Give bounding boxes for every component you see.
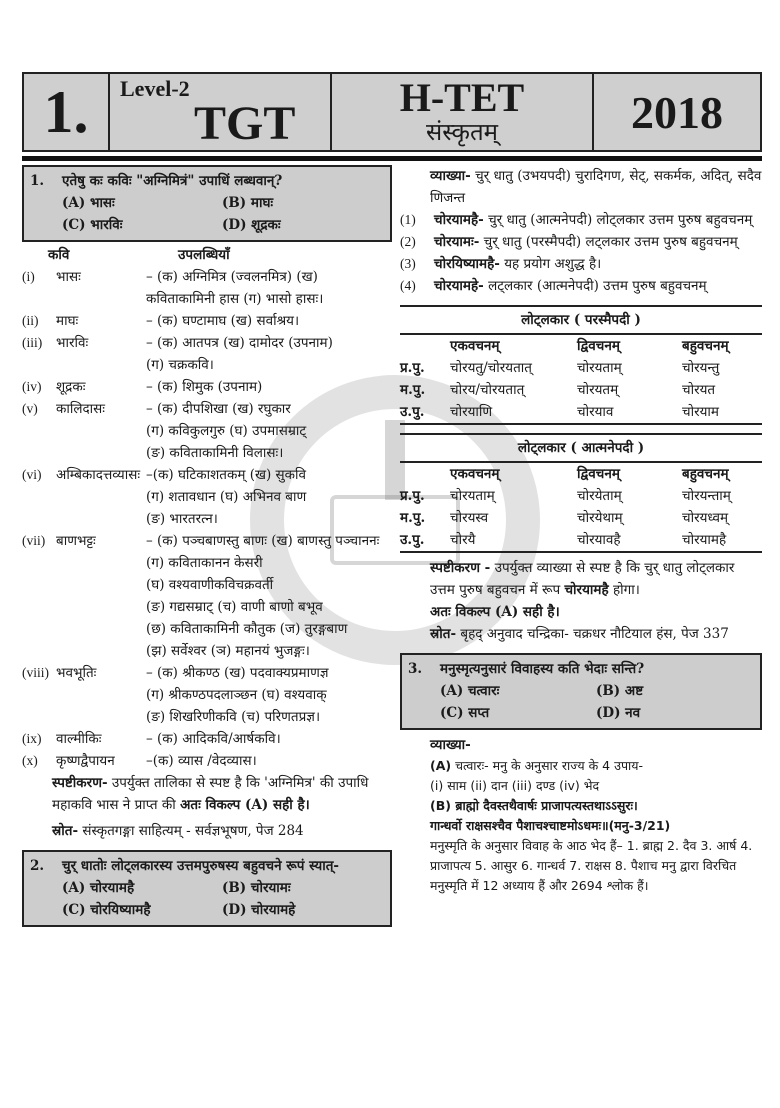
upalabdhi-text: कविताकामिनी हास (ग) भासो हासः। bbox=[146, 291, 324, 307]
table-cell: चोरयन्ताम् bbox=[682, 488, 731, 504]
option-b: (B) चोरयामः bbox=[222, 880, 291, 896]
explanation-points bbox=[400, 209, 762, 297]
row-index: (v) bbox=[22, 401, 38, 416]
upaya-list: (i) साम (ii) दान (iii) दण्ड (iv) भेद bbox=[430, 778, 600, 793]
table-row bbox=[400, 357, 762, 379]
col-upalabdhi: उपलब्धियाँ bbox=[178, 247, 230, 263]
kavi-name: बाणभट्टः bbox=[56, 533, 96, 549]
upalabdhi-text: (छ) कविताकामिनी कौतुक (ज) तुरङ्गबाण bbox=[146, 621, 348, 637]
option-d: (D) नव bbox=[596, 705, 641, 721]
table-cell: चोरयाणि bbox=[450, 404, 493, 420]
point-number: (1) bbox=[400, 212, 416, 227]
row-index: (vii) bbox=[22, 533, 46, 548]
upalabdhi-text: –(क) घटिकाशतकम् (ख) सुकवि bbox=[146, 467, 307, 483]
kavi-name: शूद्रकः bbox=[56, 379, 86, 395]
source-text: संस्कृतगङ्गा साहित्यम् - सर्वज्ञभूषण, पेज 284 bbox=[82, 823, 304, 839]
table-cell: चोरयेताम् bbox=[577, 488, 622, 504]
point-number: (2) bbox=[400, 234, 416, 249]
table-cell: चोरयत bbox=[682, 382, 716, 398]
exam-cell bbox=[332, 74, 594, 150]
answer-text: अतः विकल्प (A) सही है। bbox=[180, 797, 310, 813]
option-b-label: (B) bbox=[430, 798, 451, 813]
upalabdhi-text: – (क) शिमुक (उपनाम) bbox=[146, 379, 263, 395]
option-b: (B) अष्ट bbox=[596, 683, 644, 699]
table-row bbox=[400, 379, 762, 401]
column-header: द्विवचनम् bbox=[577, 466, 620, 482]
explanation-bold: चोरयामहै bbox=[564, 582, 609, 598]
table-cell: चोरयै bbox=[450, 532, 476, 548]
upalabdhi-text: (ग) कविकुलगुरु (घ) उपमासम्राट् bbox=[146, 423, 307, 439]
kavi-table bbox=[22, 266, 392, 772]
row-label: म.पु. bbox=[400, 382, 426, 398]
point-text: लट्लकार (आत्मनेपदी) उत्तम पुरुष बहुवचनम् bbox=[488, 278, 707, 294]
option-d: (D) चोरयामहे bbox=[222, 902, 296, 918]
table-header bbox=[22, 244, 392, 266]
upalabdhi-text: –(क) व्यास /वेदव्यास। bbox=[146, 753, 257, 769]
table-row bbox=[22, 266, 392, 288]
point-number: (3) bbox=[400, 256, 416, 271]
source-2 bbox=[400, 623, 762, 645]
question-number: 3. bbox=[408, 661, 423, 677]
option-a: (A) चोरयामहै bbox=[62, 880, 135, 896]
table-cell: चोरयध्वम् bbox=[682, 510, 729, 526]
table-row bbox=[22, 288, 392, 310]
table-head bbox=[400, 463, 762, 485]
table-cell: चोरय/चोरयतात् bbox=[450, 382, 525, 398]
options bbox=[30, 192, 382, 236]
point-text: चुर् धातु (आत्मनेपदी) लोट्लकार उत्तम पुरुष बहुवचनम् bbox=[488, 212, 753, 228]
point-text: यह प्रयोग अशुद्ध है। bbox=[504, 256, 602, 272]
option-a-text: चत्वारः- मनु के अनुसार राज्य के 4 उपाय- bbox=[455, 758, 644, 773]
table-row bbox=[22, 728, 392, 750]
row-index: (ix) bbox=[22, 731, 42, 746]
table-cell: चोरयताम् bbox=[450, 488, 495, 504]
explanation-label: स्पष्टीकरण- bbox=[52, 775, 108, 791]
question-text: एतेषु कः कविः "अग्निमित्रं" उपाधिं लब्धवान्? bbox=[62, 173, 283, 189]
table-cell: चोरयतु/चोरयतात् bbox=[450, 360, 532, 376]
option-b: (B) माघः bbox=[222, 195, 274, 211]
upalabdhi-text: (ङ) शिखरिणीकवि (च) परिणतप्रज्ञ। bbox=[146, 709, 321, 725]
verse-line-1: ब्राह्मो दैवस्तथैवार्षः प्राजापत्यस्तथाऽऽसुरः। bbox=[455, 798, 638, 813]
table-cell: चोरयाव bbox=[577, 404, 614, 420]
explanation-point bbox=[400, 253, 762, 275]
row-label: म.पु. bbox=[400, 510, 426, 526]
column-header: एकवचनम् bbox=[450, 338, 500, 354]
upalabdhi-text: – (क) अग्निमित्र (ज्वलनमित्र) (ख) bbox=[146, 269, 318, 285]
vivah-types: मनुस्मृति के अनुसार विवाह के आठ भेद हैं– 1. ब्राह्म 2. दैव 3. आर्ष 4. प्राजापत्य 5. आसुर 6. गान्धर्व 7. राक्षस 8. पैशाच मनु द्वारा विरचित मनुस्मृति में 12 अध्याय हैं और 2694 श्लोक हैं। bbox=[430, 838, 753, 893]
column-header: बहुवचनम् bbox=[682, 338, 729, 354]
question-number: 2. bbox=[30, 858, 45, 874]
answer-2: अतः विकल्प (A) सही है। bbox=[430, 604, 560, 620]
upalabdhi-text: – (क) पञ्चबाणस्तु बाणः (ख) बाणस्तु पञ्चाननः bbox=[146, 533, 380, 549]
upalabdhi-text: – (क) घण्टामाघ (ख) सर्वाश्रय। bbox=[146, 313, 300, 329]
exam-year: 2018 bbox=[631, 86, 723, 138]
table-cell: चोरयन्तु bbox=[682, 360, 720, 376]
table-row bbox=[22, 486, 392, 508]
vyakhya-3-label: व्याख्या- bbox=[430, 737, 471, 753]
kavi-name: भारविः bbox=[56, 335, 89, 351]
column-header: बहुवचनम् bbox=[682, 466, 729, 482]
vyakhya-label: व्याख्या- bbox=[430, 168, 471, 184]
upalabdhi-text: (ग) शतावधान (घ) अभिनव बाण bbox=[146, 489, 307, 505]
table-head bbox=[400, 335, 762, 357]
upalabdhi-text: (ग) श्रीकण्ठपदलाञ्छन (घ) वश्यवाक् bbox=[146, 687, 327, 703]
options bbox=[30, 877, 382, 921]
point-word: चोरयामहे- bbox=[434, 278, 484, 294]
level-cell bbox=[110, 74, 332, 150]
table-cell: चोरयावहै bbox=[577, 532, 621, 548]
table-cell: चोरयस्व bbox=[450, 510, 489, 526]
conjugation-table bbox=[400, 433, 762, 553]
option-a-label: (A) bbox=[430, 758, 452, 773]
kavi-name: कृष्णद्वैपायन bbox=[56, 753, 115, 769]
table-row bbox=[22, 574, 392, 596]
col-kavi: कवि bbox=[48, 247, 70, 263]
table-row bbox=[22, 332, 392, 354]
table-cell: चोरयेथाम् bbox=[577, 510, 623, 526]
table-cell: चोरयाम bbox=[682, 404, 719, 420]
table-row bbox=[400, 529, 762, 553]
table-row bbox=[22, 750, 392, 772]
upalabdhi-text: – (क) श्रीकण्ठ (ख) पदवाक्यप्रमाणज्ञ bbox=[146, 665, 329, 681]
explanation-point bbox=[400, 209, 762, 231]
point-number: (4) bbox=[400, 278, 416, 293]
question-3-box bbox=[400, 653, 762, 730]
explanation-label: स्पष्टीकरण - bbox=[430, 560, 491, 576]
row-label: उ.पु. bbox=[400, 404, 425, 420]
table-row bbox=[22, 640, 392, 662]
explanation-point bbox=[400, 275, 762, 297]
left-column bbox=[22, 165, 392, 927]
table-row bbox=[22, 354, 392, 376]
page-header bbox=[22, 72, 762, 152]
table-row bbox=[400, 485, 762, 507]
option-c: (C) चोरयिष्यामहै bbox=[62, 902, 151, 918]
point-word: चोरयामहै- bbox=[434, 212, 484, 228]
upalabdhi-text: (ङ) गद्यसम्राट् (च) वाणी बाणो बभूव bbox=[146, 599, 323, 615]
vyakhya-text: चुर् धातु (उभयपदी) चुरादिगण, सेट्, सकर्मक, अदित्, सदैव णिजन्त bbox=[430, 168, 762, 206]
explanation-2 bbox=[400, 557, 762, 601]
table-cell: चोरयतम् bbox=[577, 382, 619, 398]
table-row bbox=[22, 530, 392, 552]
conjugation-tables bbox=[400, 305, 762, 553]
kavi-name: भासः bbox=[56, 269, 81, 285]
table-row bbox=[22, 552, 392, 574]
upalabdhi-text: (ङ) कविताकामिनी विलासः। bbox=[146, 445, 284, 461]
option-a: (A) चत्वारः bbox=[440, 683, 500, 699]
upalabdhi-text: (ग) कविताकानन केसरी bbox=[146, 555, 263, 571]
vyakhya-2 bbox=[400, 165, 762, 209]
subject-name: संस्कृतम् bbox=[425, 118, 499, 146]
conjugation-table bbox=[400, 305, 762, 425]
source-1 bbox=[22, 820, 392, 842]
row-label: उ.पु. bbox=[400, 532, 425, 548]
explanation-end: होगा। bbox=[612, 582, 640, 598]
source-label: स्रोत- bbox=[52, 823, 79, 839]
row-label: प्र.पु. bbox=[400, 488, 425, 504]
option-a: (A) भासः bbox=[62, 195, 115, 211]
column-header: द्विवचनम् bbox=[577, 338, 620, 354]
row-index: (ii) bbox=[22, 313, 39, 328]
table-row bbox=[22, 398, 392, 420]
question-text: चुर् धातोः लोट्लकारस्य उत्तमपुरुषस्य बहुवचने रूपं स्यात्- bbox=[62, 858, 339, 874]
column-header: एकवचनम् bbox=[450, 466, 500, 482]
row-index: (viii) bbox=[22, 665, 49, 680]
table-row bbox=[400, 401, 762, 425]
kavi-name: अम्बिकादत्तव्यासः bbox=[56, 467, 141, 483]
point-text: चुर् धातु (परस्मैपदी) लट्लकार उत्तम पुरुष बहुवचनम् bbox=[483, 234, 738, 250]
post-label: TGT bbox=[194, 97, 296, 150]
row-index: (i) bbox=[22, 269, 35, 284]
row-index: (iii) bbox=[22, 335, 43, 350]
source-label: स्रोत- bbox=[430, 626, 457, 642]
question-1-box bbox=[22, 165, 392, 242]
kavi-name: वाल्मीकिः bbox=[56, 731, 102, 747]
upalabdhi-text: (ग) चक्रकवि। bbox=[146, 357, 214, 373]
upalabdhi-text: (ङ) भारतरत्न। bbox=[146, 511, 218, 527]
row-index: (iv) bbox=[22, 379, 42, 394]
question-2-box bbox=[22, 850, 392, 927]
vyakhya-3 bbox=[400, 756, 762, 896]
row-index: (vi) bbox=[22, 467, 42, 482]
table-row bbox=[22, 464, 392, 486]
explanation-point bbox=[400, 231, 762, 253]
level-label: Level-2 bbox=[120, 76, 190, 101]
kavi-name: माघः bbox=[56, 313, 79, 329]
point-word: चोरयामः- bbox=[434, 234, 480, 250]
table-title: लोट्लकार ( परस्मैपदी ) bbox=[400, 305, 762, 335]
table-row bbox=[22, 310, 392, 332]
option-c: (C) भारविः bbox=[62, 217, 123, 233]
table-row bbox=[22, 662, 392, 684]
table-row bbox=[22, 596, 392, 618]
table-row bbox=[22, 376, 392, 398]
table-row bbox=[22, 618, 392, 640]
point-word: चोरयिष्यामहै- bbox=[434, 256, 500, 272]
header-divider bbox=[22, 156, 762, 161]
question-text: मनुस्मृत्यनुसारं विवाहस्य कति भेदाः सन्ति? bbox=[440, 661, 645, 677]
table-cell: चोरयताम् bbox=[577, 360, 622, 376]
verse-line-2: गान्धर्वो राक्षसश्चैव पैशाचश्चाष्टमोऽधमः॥(मनु-3/21) bbox=[430, 818, 671, 833]
table-row bbox=[22, 706, 392, 728]
right-column bbox=[400, 165, 762, 896]
explanation-text: उपर्युक्त व्याख्या से स्पष्ट है कि चुर् धातु लोट्लकार उत्तम पुरुष बहुवचन में रूप bbox=[430, 560, 735, 598]
upalabdhi-text: (झ) सर्वेश्वर (ञ) महानयं भुजङ्गः। bbox=[146, 643, 310, 659]
chapter-number: 1. bbox=[24, 74, 110, 150]
upalabdhi-text: (घ) वश्यवाणीकविचक्रवर्ती bbox=[146, 577, 274, 593]
row-label: प्र.पु. bbox=[400, 360, 425, 376]
upalabdhi-text: – (क) आदिकवि/आर्षकवि। bbox=[146, 731, 281, 747]
table-row bbox=[22, 420, 392, 442]
option-d: (D) शूद्रकः bbox=[222, 217, 281, 233]
upalabdhi-text: – (क) आतपत्र (ख) दामोदर (उपनाम) bbox=[146, 335, 333, 351]
option-c: (C) सप्त bbox=[440, 705, 490, 721]
explanation-1 bbox=[22, 772, 392, 816]
table-row bbox=[400, 507, 762, 529]
kavi-name: कालिदासः bbox=[56, 401, 106, 417]
upalabdhi-text: – (क) दीपशिखा (ख) रघुकार bbox=[146, 401, 291, 417]
explanation-text: उपर्युक्त तालिका से स्पष्ट है कि 'अग्निमित्र' की उपाधि महाकवि भास ने प्राप्त की bbox=[52, 775, 369, 813]
table-title: लोट्लकार ( आत्मनेपदी ) bbox=[400, 433, 762, 463]
table-row bbox=[22, 684, 392, 706]
table-row bbox=[22, 508, 392, 530]
exam-name: H-TET bbox=[399, 75, 525, 120]
kavi-name: भवभूतिः bbox=[56, 665, 97, 681]
question-number: 1. bbox=[30, 173, 45, 189]
options bbox=[408, 680, 752, 724]
table-row bbox=[22, 442, 392, 464]
table-cell: चोरयामहै bbox=[682, 532, 727, 548]
row-index: (x) bbox=[22, 753, 38, 768]
source-text: बृहद् अनुवाद चन्द्रिका- चक्रधर नौटियाल हंस, पेज 337 bbox=[460, 626, 729, 642]
